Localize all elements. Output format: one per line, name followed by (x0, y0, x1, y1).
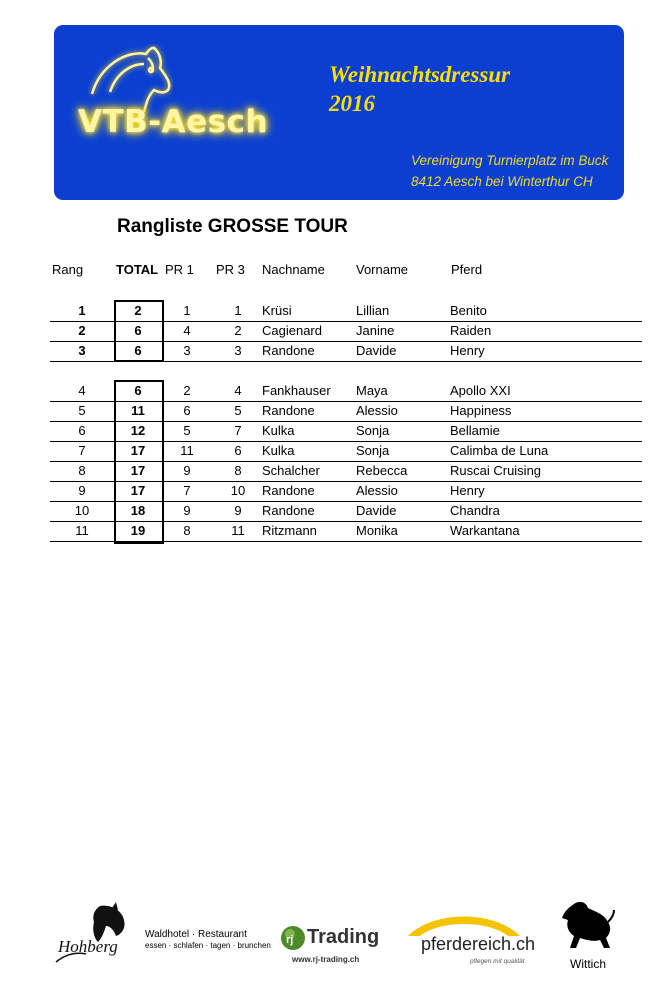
pferdereich-name: pferdereich.ch (421, 934, 536, 954)
club-line1: Vereinigung Turnierplatz im Buck (411, 153, 609, 168)
table-row: 2 6 4 2 Cagienard Janine Raiden (50, 321, 642, 342)
rj-trading-url: www.rj-trading.ch (292, 955, 360, 964)
table-row: 1 2 1 1 Krüsi Lillian Benito (50, 301, 642, 322)
rj-trading-logo-icon (280, 925, 306, 951)
table-row: 5 11 6 5 Randone Alessio Happiness (50, 401, 642, 422)
club-info (411, 150, 608, 192)
table-row: 4 6 2 4 Fankhauser Maya Apollo XXI (50, 381, 642, 402)
hohberg-logo-text: Hohberg (58, 937, 118, 956)
table-row: 7 17 11 6 Kulka Sonja Calimba de Luna (50, 441, 642, 462)
header-pr3: PR 3 (216, 262, 245, 277)
wittich-horse-icon (560, 898, 615, 952)
header-rang: Rang (52, 262, 84, 277)
pferdereich-tagline: pflegen mit qualität (470, 958, 525, 965)
hohberg-line1: Waldhotel · Restaurant (145, 929, 247, 940)
table-row: 11 19 8 11 Ritzmann Monika Warkantana (50, 521, 642, 542)
rj-trading-name: Trading (307, 926, 380, 948)
header-pr1: PR 1 (165, 262, 194, 277)
event-title (329, 60, 510, 118)
logo-text: VTB-Aesch (78, 104, 269, 140)
header-nachname: Nachname (262, 262, 325, 277)
table-row: 9 17 7 10 Randone Alessio Henry (50, 481, 642, 502)
header-vorname: Vorname (356, 262, 409, 277)
header-pferd: Pferd (451, 262, 483, 277)
table-row: 3 6 3 3 Randone Davide Henry (50, 341, 642, 362)
hohberg-line2: essen · schlafen · tagen · brunchen (145, 941, 271, 950)
hohberg-text (145, 929, 271, 951)
table-row: 10 18 9 9 Randone Davide Chandra (50, 501, 642, 522)
club-line2: 8412 Aesch bei Winterthur CH (411, 174, 593, 189)
rj-logo-text: rj (286, 934, 294, 946)
event-title-line1: Weihnachtsdressur (329, 62, 511, 87)
header-total: TOTAL (116, 262, 159, 277)
event-title-line2: 2016 (329, 91, 375, 116)
table-row: 6 12 5 7 Kulka Sonja Bellamie (50, 421, 642, 442)
table-row: 8 17 9 8 Schalcher Rebecca Ruscai Cruising (50, 461, 642, 482)
hohberg-logo-icon (52, 902, 144, 966)
wittich-name: Wittich (570, 957, 606, 971)
page-title: Rangliste GROSSE TOUR (117, 216, 348, 237)
